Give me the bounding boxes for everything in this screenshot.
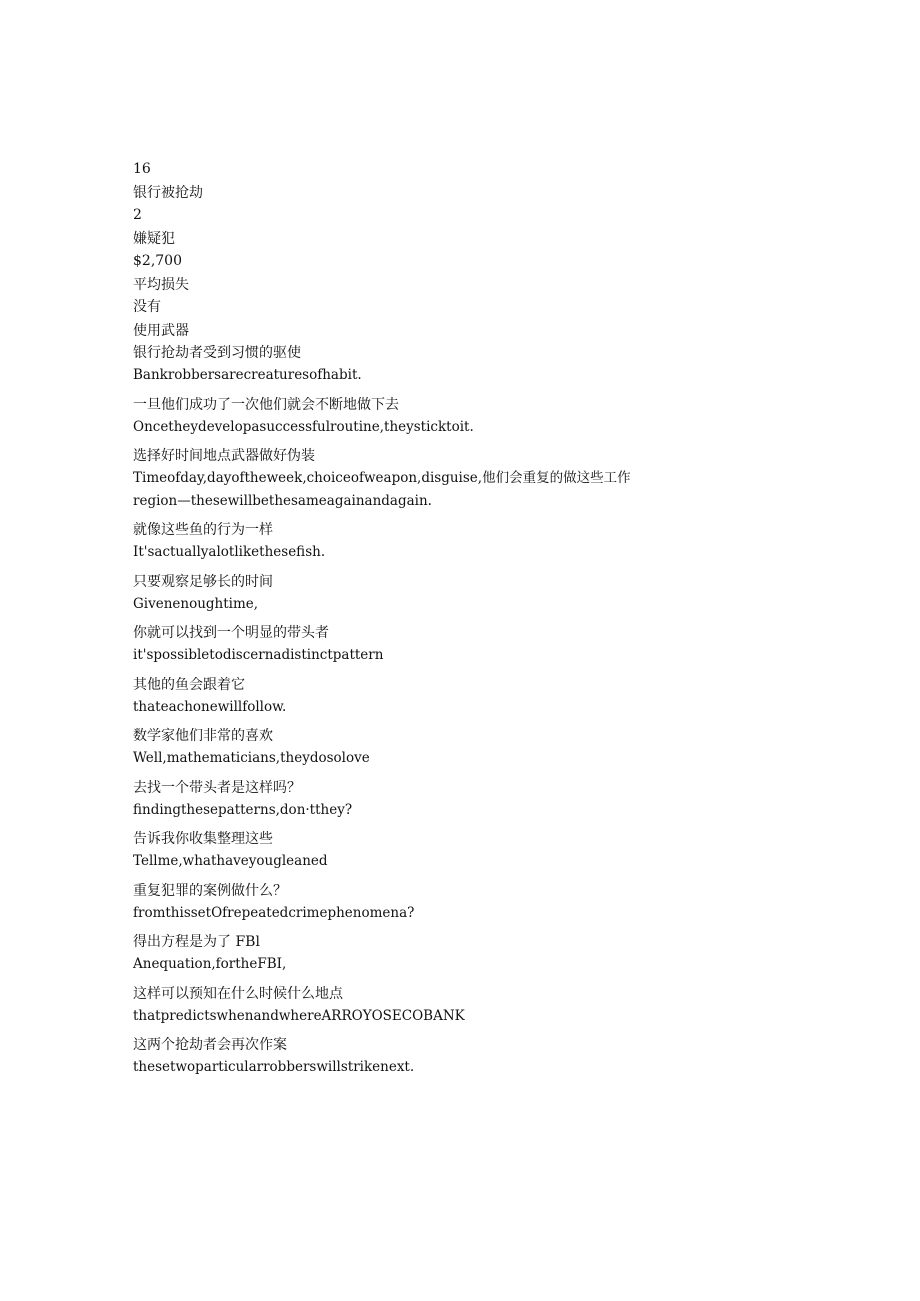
subtitle-en: Anequation,fortheFBI, [133, 956, 287, 972]
stat-value-weapons: 没有 [133, 299, 161, 315]
subtitle-zh: 银行抢劫者受到习惯的驱使 [133, 345, 301, 361]
subtitle-en: Tellme,whathaveyougleaned [133, 853, 328, 869]
subtitle-zh: 其他的鱼会跟着它 [133, 676, 245, 693]
subtitle-en: it'spossibletodiscernadistinctpattern [133, 647, 384, 663]
subtitle-zh: 一旦他们成功了一次他们就会不断地做下去 [133, 396, 399, 413]
subtitle-en: Well,mathematicians,theydosolove [133, 750, 370, 766]
subtitle-zh: 只要观察足够长的时间 [133, 573, 273, 590]
subtitle-en: thateachonewillfollow. [133, 698, 287, 715]
subtitle-en: findingthesepatterns,don·tthey? [133, 801, 353, 818]
stat-label-loss: 平均损失 [133, 277, 189, 293]
subtitle-en: thesetwoparticularrobberswillstrikenext. [133, 1059, 415, 1075]
subtitle-zh: 去找一个带头者是这样吗？ [133, 779, 301, 796]
subtitle-zh: 数学家他们非常的喜欢 [133, 728, 273, 744]
subtitle-en-continued: region—thesewillbethesameagainandagain. [133, 492, 432, 509]
subtitle-zh: 这两个抢劫者会再次作案 [133, 1037, 287, 1053]
subtitle-en: Givenenoughtime, [133, 595, 259, 612]
stat-label-weapons: 使用武器 [133, 323, 189, 339]
subtitle-en: Oncetheydevelopasuccessfulroutine,theysticktoit. [133, 418, 474, 435]
transcript-block [133, 162, 833, 1090]
subtitle-zh: 你就可以找到一个明显的带头者 [133, 625, 329, 641]
stat-label-banks: 银行被抢劫 [133, 185, 203, 201]
stat-value-loss: $2,700 [133, 253, 182, 269]
stat-label-suspects: 嫌疑犯 [133, 231, 175, 247]
subtitle-en: Bankrobbersarecreaturesofhabit. [133, 367, 362, 383]
subtitle-zh: 就像这些鱼的行为一样 [133, 522, 273, 538]
subtitle-en: It'sactuallyalotlikethesefish. [133, 544, 326, 560]
subtitle-en: thatpredictswhenandwhereARROYOSECOBANK [133, 1007, 465, 1024]
subtitle-zh: 告诉我你收集整理这些 [133, 831, 273, 847]
stat-value-suspects: 2 [133, 207, 142, 223]
stat-value-banks: 16 [133, 161, 151, 177]
subtitle-en: Timeofday,dayoftheweek,choiceofweapon,disguise,他们会重复的做这些工作 [133, 470, 631, 486]
subtitle-zh: 选择好时间地点武器做好伪装 [133, 448, 315, 464]
subtitle-en: fromthissetOfrepeatedcrimephenomena? [133, 904, 415, 921]
subtitle-zh: 这样可以预知在什么时候什么地点 [133, 985, 343, 1002]
subtitle-zh: 得出方程是为了 FBl [133, 934, 260, 950]
subtitle-zh: 重复犯罪的案例做什么？ [133, 882, 287, 899]
